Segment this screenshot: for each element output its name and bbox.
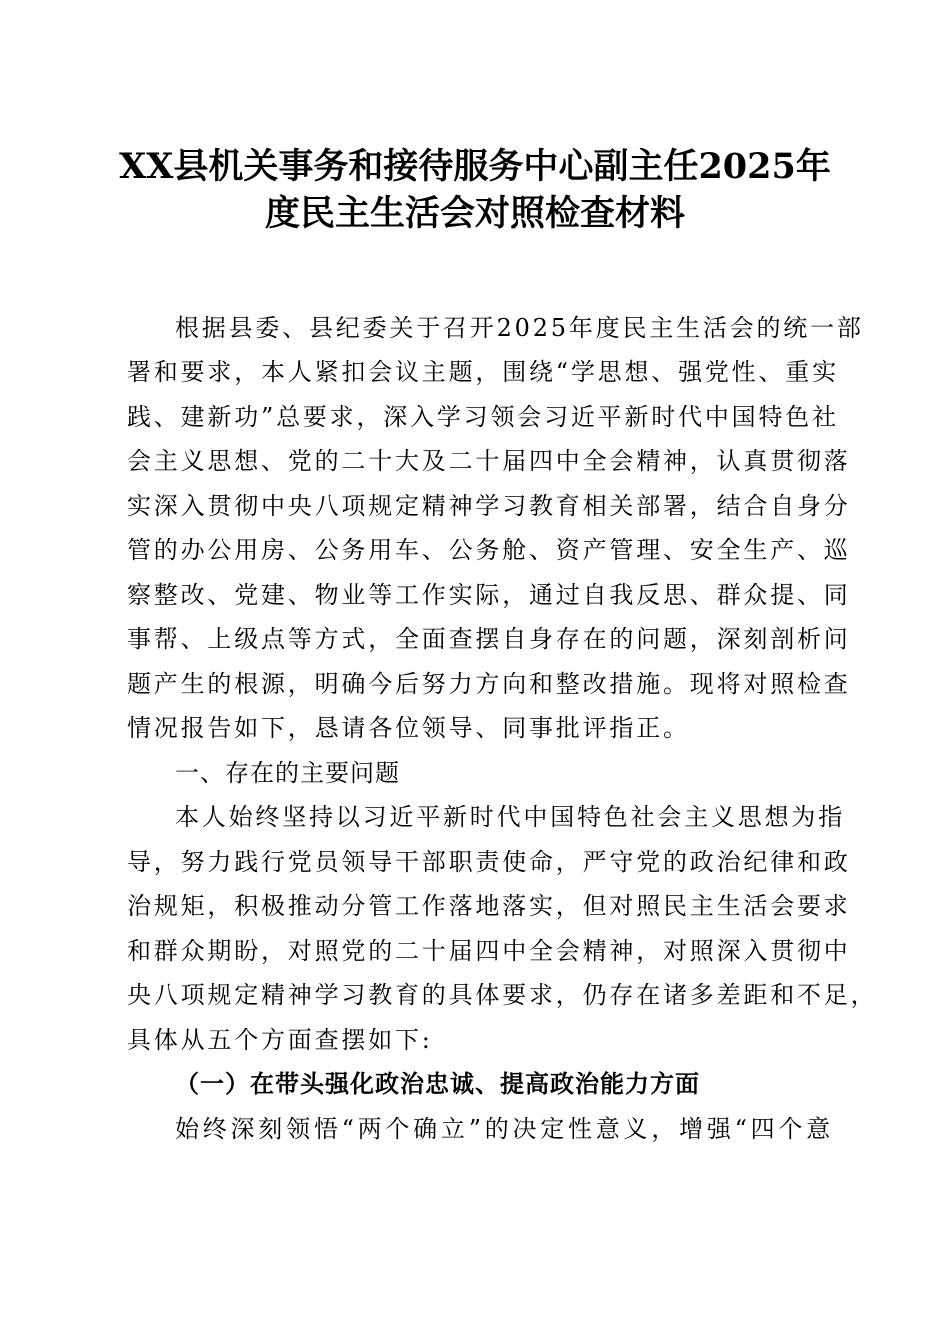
- document-title-line-1: XX县机关事务和接待服务中心副主任2025年: [119, 146, 831, 187]
- paragraph-1-line: 情况报告如下，恳请各位领导、同事批评指正。: [127, 714, 690, 742]
- paragraph-2-line: 导，努力践行党员领导干部职责使命，严守党的政治纪律和政: [127, 848, 851, 876]
- paragraph-1-line: 管的办公用房、公务用车、公务舱、资产管理、安全生产、巡: [127, 536, 851, 564]
- paragraph-3-line: 始终深刻领悟“两个确立”的决定性意义，增强“四个意: [175, 1115, 833, 1143]
- paragraph-1-line: 会主义思想、党的二十大及二十届四中全会精神，认真贯彻落: [127, 447, 851, 475]
- paragraph-1-line: 察整改、党建、物业等工作实际，通过自我反思、群众提、同: [127, 581, 851, 609]
- section-heading: 一、存在的主要问题: [175, 759, 400, 787]
- paragraph-1-line: 事帮、上级点等方式，全面查摆自身存在的问题，深刻剖析问: [127, 625, 851, 653]
- subsection-heading: （一）在带头强化政治忠诚、提高政治能力方面: [175, 1069, 700, 1098]
- document-title-line-2: 度民主生活会对照检查材料: [264, 193, 685, 234]
- paragraph-2-line: 治规矩，积极推动分管工作落地落实，但对照民主生活会要求: [127, 892, 851, 920]
- paragraph-2-line: 和群众期盼，对照党的二十届四中全会精神，对照深入贯彻中: [127, 937, 851, 965]
- paragraph-1-line: 实深入贯彻中央八项规定精神学习教育相关部署，结合自身分: [127, 492, 851, 520]
- paragraph-2-line: 具体从五个方面查摆如下:: [127, 1026, 433, 1054]
- paragraph-1-line: 题产生的根源，明确今后努力方向和整改措施。现将对照检查: [127, 670, 851, 698]
- paragraph-1-line: 根据县委、县纪委关于召开2025年度民主生活会的统一部: [175, 314, 864, 342]
- paragraph-1-line: 署和要求，本人紧扣会议主题，围绕“学思想、强党性、重实: [127, 358, 839, 386]
- paragraph-2-line: 本人始终坚持以习近平新时代中国特色社会主义思想为指: [175, 803, 845, 831]
- paragraph-1-line: 践、建新功”总要求，深入学习领会习近平新时代中国特色社: [127, 403, 839, 431]
- paragraph-2-line: 央八项规定精神学习教育的具体要求，仍存在诸多差距和不足，: [127, 981, 878, 1009]
